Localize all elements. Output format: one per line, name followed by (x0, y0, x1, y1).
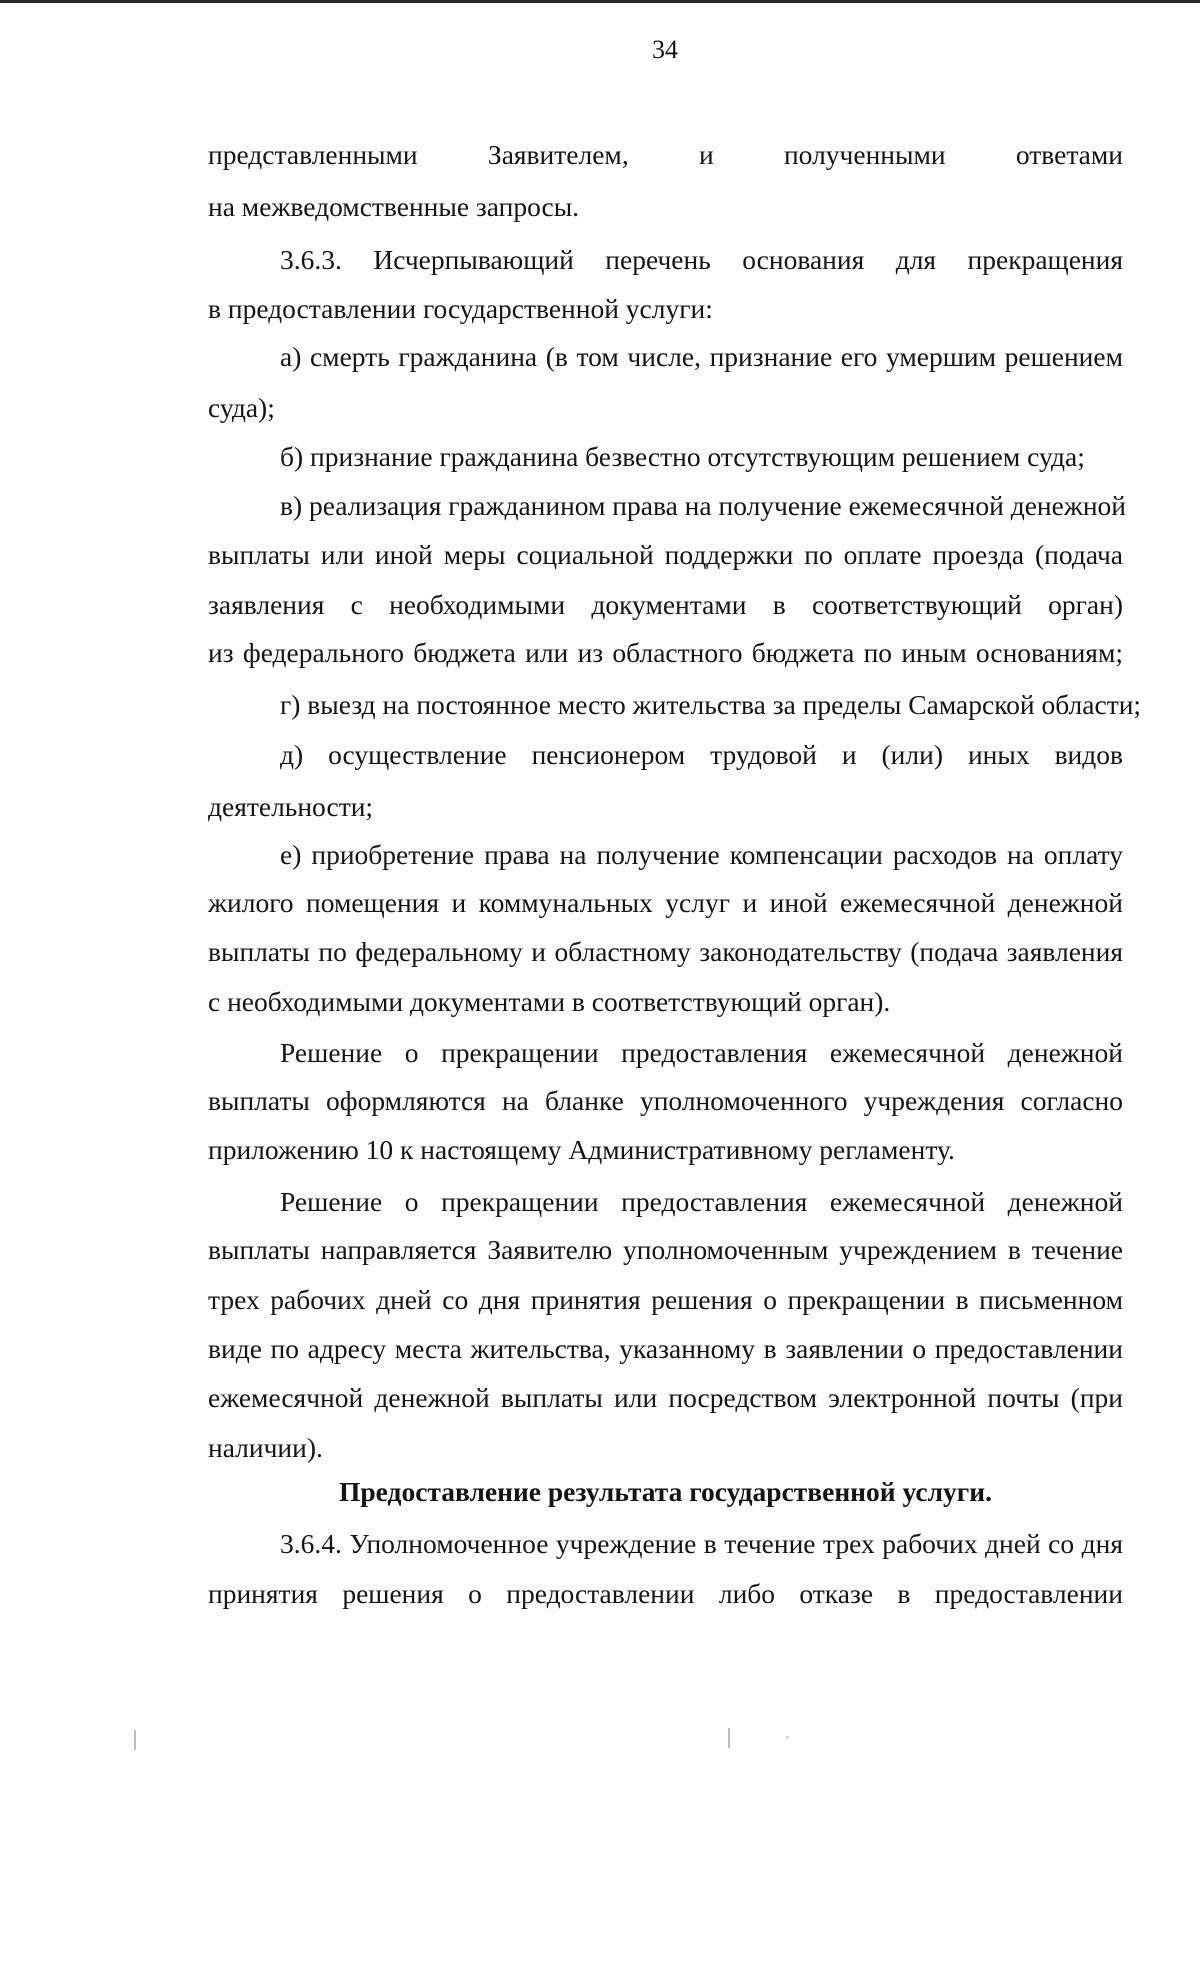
text-line: наличии). (208, 1432, 323, 1463)
text-line: Решение о прекращении предоставления ежемесячной денежной (280, 1037, 1123, 1068)
text-line: ежемесячной денежной выплаты или посредством электронной почты (при (208, 1382, 1123, 1413)
text-line: 3.6.3. Исчерпывающий перечень основания для прекращения (280, 244, 1123, 275)
text-line: в) реализация гражданином права на получение ежемесячной денежной (280, 490, 1127, 521)
scan-artifact (134, 1730, 136, 1750)
scan-artifact (728, 1728, 730, 1748)
text-line: б) признание гражданина безвестно отсутствующим решением суда; (280, 441, 1085, 472)
text-line: д) осуществление пенсионером трудовой и (или) иных видов (280, 739, 1123, 770)
scan-artifact (786, 1736, 789, 1739)
text-line: 3.6.4. Уполномоченное учреждение в течение трех рабочих дней со дня (280, 1528, 1123, 1559)
section-heading: Предоставление результата государственной услуги. (339, 1476, 992, 1507)
text-line: выплаты оформляются на бланке уполномоченного учреждения согласно (208, 1085, 1123, 1116)
text-line: на межведомственные запросы. (208, 191, 580, 222)
text-line: виде по адресу места жительства, указанному в заявлении о предоставлении (208, 1333, 1123, 1364)
text-line: Решение о прекращении предоставления ежемесячной денежной (280, 1186, 1123, 1217)
page-number: 34 (652, 35, 678, 64)
text-line: трех рабочих дней со дня принятия решения о прекращении в письменном (208, 1284, 1123, 1315)
text-line: деятельности; (208, 791, 374, 822)
text-line: выплаты по федеральному и областному законодательству (подача заявления (208, 936, 1123, 967)
text-line: выплаты направляется Заявителю уполномоченным учреждением в течение (208, 1234, 1123, 1265)
text-line: е) приобретение права на получение компенсации расходов на оплату (280, 839, 1123, 870)
text-line: а) смерть гражданина (в том числе, признание его умершим решением (280, 341, 1123, 372)
text-line: г) выезд на постоянное место жительства за пределы Самарской области; (280, 689, 1142, 720)
text-line: суда); (208, 392, 275, 423)
text-line: выплаты или иной меры социальной поддержки по оплате проезда (подача (208, 539, 1123, 570)
top-border-line (0, 0, 1200, 3)
text-line: жилого помещения и коммунальных услуг и иной ежемесячной денежной (208, 887, 1123, 918)
text-line: принятия решения о предоставлении либо отказе в предоставлении (208, 1578, 1123, 1609)
text-line: в предоставлении государственной услуги: (208, 293, 713, 324)
text-line: представленными Заявителем, и полученными ответами (208, 139, 1123, 170)
text-line: заявления с необходимыми документами в соответствующий орган) (208, 589, 1123, 620)
text-line: приложению 10 к настоящему Административному регламенту. (208, 1134, 955, 1165)
text-line: из федерального бюджета или из областного бюджета по иным основаниям; (208, 637, 1123, 668)
text-line: с необходимыми документами в соответствующий орган). (208, 986, 891, 1017)
